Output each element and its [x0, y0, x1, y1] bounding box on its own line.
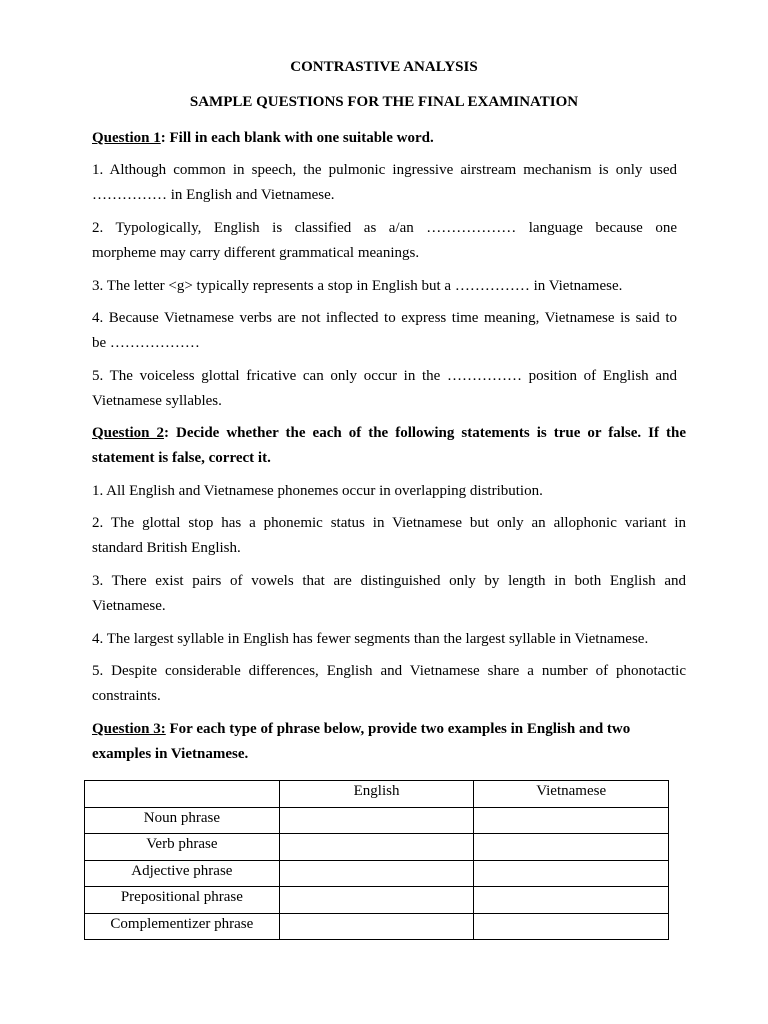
english-answer-cell[interactable] — [279, 887, 474, 914]
vietnamese-answer-cell[interactable] — [474, 807, 669, 834]
table-header-cell — [85, 781, 280, 808]
question-3-label: Question 3: — [92, 721, 166, 737]
question-1-item-5-line-2: Vietnamese syllables. — [92, 393, 222, 409]
english-answer-cell[interactable] — [279, 807, 474, 834]
table-row — [85, 834, 669, 861]
table-row-label: Adjective phrase — [85, 860, 280, 887]
question-2-item-3-line-2: Vietnamese. — [92, 598, 166, 614]
question-2-instruction-line-1: : Decide whether the each of the following statements is true or false. If the — [164, 425, 686, 441]
english-answer-cell[interactable] — [279, 913, 474, 940]
table-row-label: Noun phrase — [85, 807, 280, 834]
question-1-item-2-line-1: 2. Typologically, English is classified as a/an ……………… language because one — [92, 220, 677, 236]
table-header-cell: Vietnamese — [474, 781, 669, 808]
english-answer-cell[interactable] — [279, 860, 474, 887]
question-2-item — [92, 569, 686, 619]
question-3-instruction-line-2: examples in Vietnamese. — [92, 746, 249, 762]
question-1-item-4-line-2: be ……………… — [92, 335, 200, 351]
question-2-label: Question 2 — [92, 425, 165, 441]
question-2-item — [92, 627, 686, 652]
question-1-item-4-line-1: 4. Because Vietnamese verbs are not inflected to express time meaning, Vietnamese is said to — [92, 310, 677, 326]
question-1-label: Question 1 — [92, 130, 161, 146]
question-1-item — [92, 158, 677, 208]
question-1-item — [92, 306, 677, 356]
phrase-examples-table — [84, 780, 669, 940]
vietnamese-answer-cell[interactable] — [474, 887, 669, 914]
question-2-item-3-line-1: 3. There exist pairs of vowels that are distinguished only by length in both English and — [92, 573, 686, 589]
table-row — [85, 807, 669, 834]
question-1-item-2-line-2: morpheme may carry different grammatical meanings. — [92, 245, 420, 261]
question-3-heading — [92, 717, 662, 767]
document-subtitle: SAMPLE QUESTIONS FOR THE FINAL EXAMINATION — [189, 94, 579, 110]
question-1-instruction: : Fill in each blank with one suitable word. — [160, 130, 434, 146]
table-row-label: Prepositional phrase — [85, 887, 280, 914]
table-row-label: Verb phrase — [85, 834, 280, 861]
question-2-item-4-line-1: 4. The largest syllable in English has fewer segments than the largest syllable in Vietnamese. — [92, 631, 649, 647]
question-1-item-1-line-2: …………… in English and Vietnamese. — [92, 187, 335, 203]
vietnamese-answer-cell[interactable] — [474, 860, 669, 887]
question-2-item-5-line-1: 5. Despite considerable differences, English and Vietnamese share a number of phonotactic — [92, 663, 686, 679]
question-2-item — [92, 511, 686, 561]
question-2-heading-line-1 — [92, 421, 686, 446]
question-1-heading — [92, 126, 677, 151]
question-2-item — [92, 479, 677, 504]
english-answer-cell[interactable] — [279, 834, 474, 861]
question-3-instruction-line-1: For each type of phrase below, provide two examples in English and two — [165, 721, 631, 737]
question-3-heading-line-1 — [92, 717, 662, 742]
table-header-cell: English — [279, 781, 474, 808]
question-1-item — [92, 216, 677, 266]
question-2-instruction-line-2: statement is false, correct it. — [92, 450, 271, 466]
question-2-item-2-line-2: standard British English. — [92, 540, 241, 556]
question-2-item-2-line-1: 2. The glottal stop has a phonemic status in Vietnamese but only an allophonic variant in — [92, 515, 686, 531]
table-row — [85, 887, 669, 914]
table-header-row — [85, 781, 669, 808]
table-row — [85, 913, 669, 940]
vietnamese-answer-cell[interactable] — [474, 913, 669, 940]
table-row-label: Complementizer phrase — [85, 913, 280, 940]
question-2-item — [92, 659, 686, 709]
vietnamese-answer-cell[interactable] — [474, 834, 669, 861]
question-2-heading — [92, 421, 686, 471]
question-2-item-5-line-2: constraints. — [92, 688, 161, 704]
question-1-item — [92, 364, 677, 414]
question-1-item-3-line-1: 3. The letter <g> typically represents a stop in English but a …………… in Vietnamese. — [92, 278, 623, 294]
question-1-item — [92, 274, 677, 299]
table-row — [85, 860, 669, 887]
document-title: CONTRASTIVE ANALYSIS — [290, 59, 478, 75]
question-1-item-5-line-1: 5. The voiceless glottal fricative can only occur in the …………… position of English and — [92, 368, 677, 384]
question-1-item-1-line-1: 1. Although common in speech, the pulmonic ingressive airstream mechanism is only used — [92, 162, 677, 178]
question-2-item-1-line-1: 1. All English and Vietnamese phonemes occur in overlapping distribution. — [92, 483, 543, 499]
